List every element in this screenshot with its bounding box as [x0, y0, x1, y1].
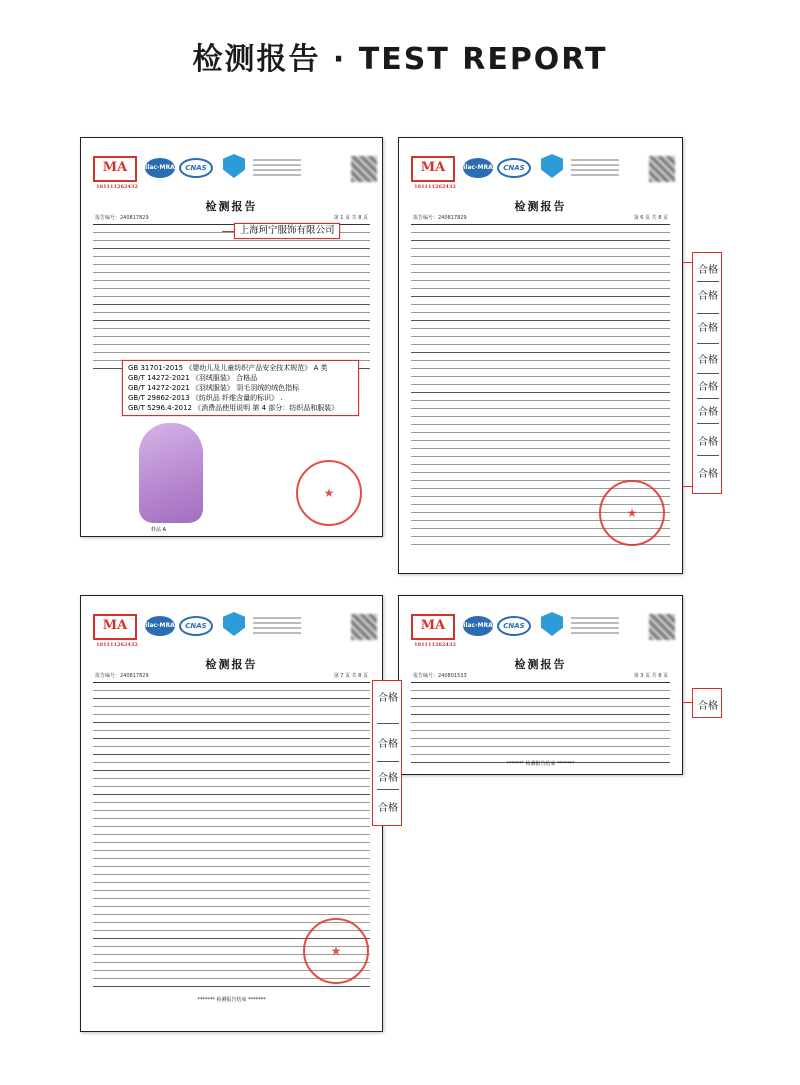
standard-line: GB 31701-2015 《婴幼儿及儿童纺织产品安全技术规范》 A 类 [128, 364, 328, 372]
report-title: 检测报告 [205, 200, 258, 213]
callout-leader [682, 702, 692, 703]
report-number: 报告编号：240817829 [95, 215, 149, 221]
verdict-label: 合格 [698, 407, 718, 418]
report-title: 检测报告 [205, 658, 258, 671]
page-number: 第 1 页 共 8 页 [333, 215, 368, 221]
lab-contact-lines [571, 614, 619, 637]
report-page-1 [80, 137, 383, 537]
cnas-logo: CNAS [497, 616, 531, 636]
qr-code-icon [351, 614, 377, 640]
standard-line: GB/T 5296.4-2012 《消费品使用说明 第 4 部分：纺织品和服装》 [128, 404, 339, 412]
ilac-mra-logo: ilac-MRA [145, 616, 175, 636]
ilac-mra-logo: ilac-MRA [463, 616, 493, 636]
verdict-divider [697, 398, 719, 399]
report-end-line: ******* 检测报告结束 ******* [197, 997, 266, 1003]
standard-line: GB/T 29862-2013 《纺织品 纤维含量的标识》 . [128, 394, 283, 402]
verdict-divider [377, 761, 399, 762]
certification-logos [411, 610, 681, 648]
page-number: 第 7 页 共 8 页 [333, 673, 368, 679]
report-end-line: ******* 检测报告结束 ******* [506, 761, 575, 767]
ilac-mra-logo: ilac-MRA [145, 158, 175, 178]
page-number: 第 3 页 共 8 页 [633, 673, 668, 679]
inspection-seal: ★ [303, 918, 369, 984]
cma-logo: MA 181111262432 [411, 614, 455, 640]
verdict-label: 合格 [698, 382, 718, 393]
verdict-label: 合格 [378, 773, 398, 784]
standards-callout [122, 360, 359, 416]
report-title: 检测报告 [514, 658, 567, 671]
standard-line: GB/T 14272-2021 《羽绒服装》 合格品 [128, 374, 258, 382]
verdict-callout-page-3 [692, 688, 722, 718]
verdict-divider [697, 423, 719, 424]
verdict-label: 合格 [378, 739, 398, 750]
report-meta [413, 214, 668, 221]
certification-logos [93, 610, 363, 648]
inspection-seal: ★ [296, 460, 362, 526]
report-number: 报告编号：240817829 [95, 673, 149, 679]
callout-leader [222, 231, 234, 232]
verdict-callout-page-7 [372, 680, 402, 826]
inspection-seal: ★ [599, 480, 665, 546]
verdict-divider [377, 723, 399, 724]
report-meta [95, 672, 368, 679]
cma-logo: MA 181111262432 [93, 614, 137, 640]
report-title: 检测报告 [514, 200, 567, 213]
test-results-table [411, 682, 670, 763]
qr-code-icon [649, 156, 675, 182]
lab-contact-lines [571, 156, 619, 179]
sample-caption: 样品 A [151, 527, 167, 533]
verdict-divider [697, 281, 719, 282]
page-headline: 检测报告 · TEST REPORT [192, 42, 608, 77]
report-table [93, 224, 370, 369]
standard-line: GB/T 14272-2021 《羽绒服装》 羽毛羽绒的绒色指标 [128, 384, 300, 392]
cnas-logo: CNAS [179, 616, 213, 636]
report-page-6 [398, 137, 683, 574]
qr-code-icon [649, 614, 675, 640]
verdict-divider [697, 343, 719, 344]
report-number: 报告编号：240817829 [413, 215, 467, 221]
report-number: 报告编号：240801533 [413, 673, 467, 679]
verdict-divider [697, 455, 719, 456]
certification-logos [411, 152, 681, 190]
report-meta [95, 214, 368, 221]
cnas-logo: CNAS [179, 158, 213, 178]
shield-badge-icon [223, 154, 245, 178]
callout-leader [682, 486, 692, 487]
verdict-callout-page-6 [692, 252, 722, 494]
page-number: 第 6 页 共 8 页 [633, 215, 668, 221]
verdict-label: 合格 [378, 693, 398, 704]
report-meta [413, 672, 668, 679]
verdict-label: 合格 [698, 469, 718, 480]
verdict-label: 合格 [698, 355, 718, 366]
cma-logo: MA 181111262432 [411, 156, 455, 182]
verdict-divider [697, 373, 719, 374]
ilac-mra-logo: ilac-MRA [463, 158, 493, 178]
lab-contact-lines [253, 614, 301, 637]
verdict-label: 合格 [698, 265, 718, 276]
lab-contact-lines [253, 156, 301, 179]
verdict-label: 合格 [698, 701, 718, 712]
verdict-label: 合格 [698, 437, 718, 448]
cnas-logo: CNAS [497, 158, 531, 178]
verdict-divider [697, 313, 719, 314]
company-name-callout: 上海珂宁服饰有限公司 [234, 223, 340, 239]
verdict-label: 合格 [378, 803, 398, 814]
verdict-label: 合格 [698, 291, 718, 302]
qr-code-icon [351, 156, 377, 182]
verdict-divider [377, 789, 399, 790]
sample-photo [139, 423, 203, 523]
shield-badge-icon [541, 154, 563, 178]
cma-logo: MA 181111262432 [93, 156, 137, 182]
report-page-3 [398, 595, 683, 775]
shield-badge-icon [541, 612, 563, 636]
shield-badge-icon [223, 612, 245, 636]
report-page-7 [80, 595, 383, 1032]
verdict-label: 合格 [698, 323, 718, 334]
callout-leader [682, 262, 692, 263]
certification-logos [93, 152, 363, 190]
